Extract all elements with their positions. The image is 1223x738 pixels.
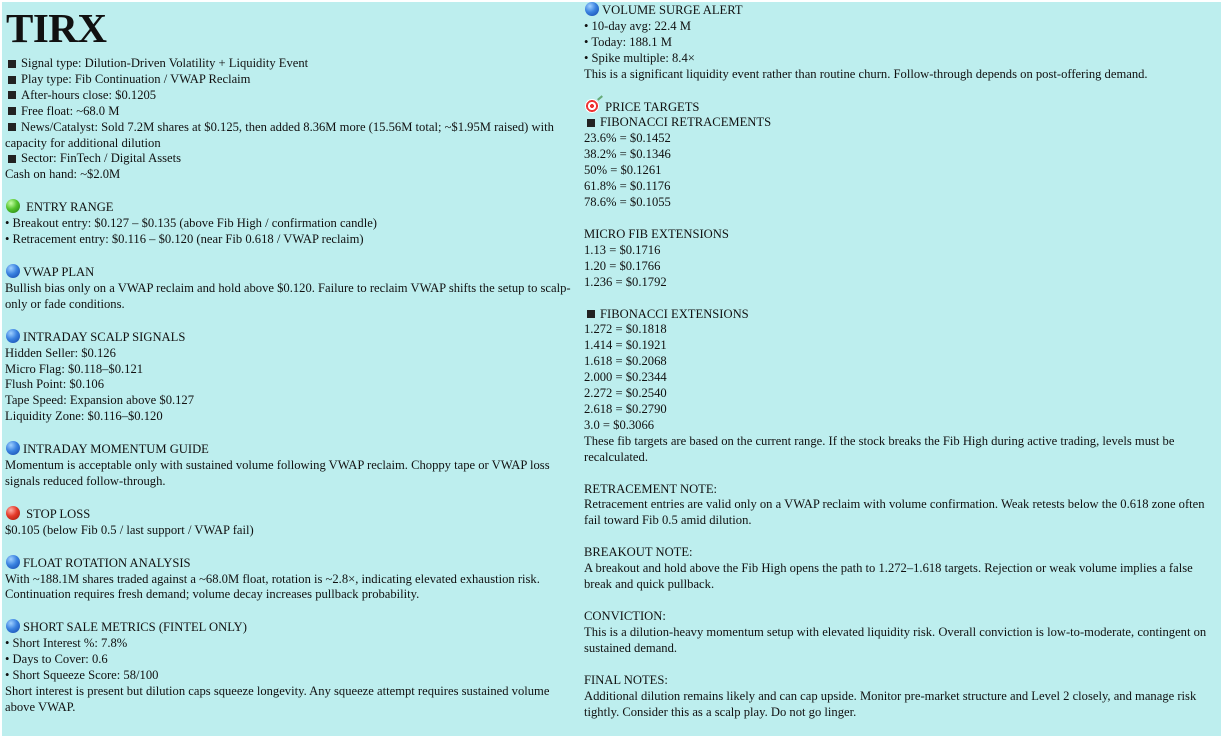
note-title: BREAKOUT NOTE: <box>584 545 693 560</box>
blue-circle-icon <box>6 329 20 343</box>
note-title: FINAL NOTES: <box>584 672 668 687</box>
fib-level: 1.618 = $0.2068 <box>584 354 667 369</box>
fib-level: 78.6% = $0.1055 <box>584 194 671 209</box>
blue-circle-icon <box>585 2 599 16</box>
fib-level: 1.272 = $0.1818 <box>584 322 667 337</box>
short-section <box>5 619 580 715</box>
section-heading: INTRADAY SCALP SIGNALS <box>6 329 580 346</box>
volume-line: • 10-day avg: 22.4 M <box>584 18 691 33</box>
section-text: $0.105 (below Fib 0.5 / last support / VWAP fail) <box>5 522 254 537</box>
section-text: Short interest is present but dilution caps squeeze longevity. Any squeeze attempt requires sustained volume above VWAP. <box>5 684 550 714</box>
section-heading: ENTRY RANGE <box>6 199 580 216</box>
note-text: This is a dilution-heavy momentum setup with elevated liquidity risk. Overall conviction is low-to-moderate, contingent on sustained demand. <box>584 624 1207 655</box>
section-text: Bullish bias only on a VWAP reclaim and hold above $0.120. Failure to reclaim VWAP shifts the setup to scalp-only or fade conditions. <box>5 280 571 311</box>
scalp-line: Tape Speed: Expansion above $0.127 <box>5 393 195 408</box>
note-section <box>584 545 1220 593</box>
note-text: Retracement entries are valid only on a VWAP reclaim with volume confirmation. Weak retests below the 0.618 zone often fail toward Fib 0.5 amid dilution. <box>584 497 1205 528</box>
section-heading: PRICE TARGETS <box>585 99 1220 116</box>
stop-section <box>5 506 580 539</box>
targets-section <box>584 99 1220 466</box>
subheading: MICRO FIB EXTENSIONS <box>584 226 729 241</box>
summary-item: Play type: Fib Continuation / VWAP Reclaim <box>5 72 580 88</box>
right-column <box>584 2 1220 720</box>
blue-circle-icon <box>6 264 20 278</box>
scalp-line: Flush Point: $0.106 <box>5 377 105 392</box>
fib-level: 1.236 = $0.1792 <box>584 274 667 289</box>
section-heading: VOLUME SURGE ALERT <box>585 2 1220 19</box>
ticker-title: TIRX <box>6 5 107 51</box>
note-section <box>584 482 1220 530</box>
section-heading: INTRADAY MOMENTUM GUIDE <box>6 441 580 458</box>
vwap-section <box>5 264 580 313</box>
fib-level: 1.20 = $0.1766 <box>584 258 661 273</box>
section-text: With ~188.1M shares traded against a ~68.0M float, rotation is ~2.8×, indicating elevated exhaustion risk. Continuation requires fresh demand; volume decay increases pullback probability. <box>5 571 540 602</box>
short-line: • Short Squeeze Score: 58/100 <box>5 668 159 683</box>
scalp-section <box>5 329 580 425</box>
section-text: This is a significant liquidity event rather than routine churn. Follow-through depends on post-offering demand. <box>584 66 1148 81</box>
subheading: FIBONACCI EXTENSIONS <box>584 307 1220 323</box>
target-icon <box>585 99 599 113</box>
short-line: • Days to Cover: 0.6 <box>5 652 108 667</box>
volume-section <box>584 2 1220 83</box>
black-square-icon <box>8 60 16 68</box>
section-heading: VWAP PLAN <box>6 264 580 281</box>
fib-level: 3.0 = $0.3066 <box>584 417 655 432</box>
fib-level: 2.000 = $0.2344 <box>584 370 667 385</box>
summary-item: News/Catalyst: Sold 7.2M shares at $0.125, then added 8.36M more (15.56M total; ~$1.95M raised) with capacity for additional dilution <box>5 119 554 150</box>
blue-circle-icon <box>6 555 20 569</box>
note-title: RETRACEMENT NOTE: <box>584 481 718 496</box>
fib-level: 1.414 = $0.1921 <box>584 338 667 353</box>
black-square-icon <box>8 123 16 131</box>
fib-level: 2.272 = $0.2540 <box>584 386 667 401</box>
summary-item: Free float: ~68.0 M <box>5 104 580 120</box>
summary-list <box>5 56 580 183</box>
entry-line: • Breakout entry: $0.127 – $0.135 (above Fib High / confirmation candle) <box>5 216 377 231</box>
scalp-line: Liquidity Zone: $0.116–$0.120 <box>5 409 163 424</box>
summary-item: Sector: FinTech / Digital Assets <box>5 151 580 167</box>
black-square-icon <box>8 76 16 84</box>
summary-item: Signal type: Dilution-Driven Volatility + Liquidity Event <box>5 56 580 72</box>
short-line: • Short Interest %: 7.8% <box>5 636 128 651</box>
fib-level: 61.8% = $0.1176 <box>584 179 671 194</box>
section-text: These fib targets are based on the current range. If the stock breaks the Fib High during active trading, levels must be recalculated. <box>584 433 1175 464</box>
black-square-icon <box>8 91 16 99</box>
fib-level: 2.618 = $0.2790 <box>584 401 667 416</box>
section-heading: SHORT SALE METRICS (FINTEL ONLY) <box>6 619 580 636</box>
fib-level: 38.2% = $0.1346 <box>584 147 671 162</box>
black-square-icon <box>587 310 595 318</box>
black-square-icon <box>587 119 595 127</box>
fib-level: 1.13 = $0.1716 <box>584 242 661 257</box>
red-circle-icon <box>6 506 20 520</box>
black-square-icon <box>8 107 16 115</box>
scalp-line: Hidden Seller: $0.126 <box>5 345 116 360</box>
blue-circle-icon <box>6 619 20 633</box>
document-panel <box>2 2 1221 736</box>
note-section <box>584 609 1220 657</box>
entry-line: • Retracement entry: $0.116 – $0.120 (near Fib 0.618 / VWAP reclaim) <box>5 232 364 247</box>
entry-section <box>5 199 580 248</box>
fib-level: 23.6% = $0.1452 <box>584 131 671 146</box>
left-column <box>5 2 580 716</box>
fib-level: 50% = $0.1261 <box>584 163 662 178</box>
note-text: A breakout and hold above the Fib High opens the path to 1.272–1.618 targets. Rejection or weak volume implies a false break and quick pullback. <box>584 561 1193 592</box>
volume-line: • Today: 188.1 M <box>584 34 672 49</box>
section-text: Momentum is acceptable only with sustained volume following VWAP reclaim. Choppy tape or VWAP loss signals reduced follow-through. <box>5 458 550 488</box>
float-section <box>5 555 580 604</box>
scalp-line: Micro Flag: $0.118–$0.121 <box>5 361 144 376</box>
green-circle-icon <box>6 199 20 213</box>
black-square-icon <box>8 155 16 163</box>
summary-item: After-hours close: $0.1205 <box>5 88 580 104</box>
note-section <box>584 673 1220 721</box>
section-heading: STOP LOSS <box>6 506 580 523</box>
note-text: Additional dilution remains likely and can cap upside. Monitor pre-market structure and Level 2 closely, and manage risk tightly. Consider this as a scalp play. Do not go linger. <box>584 688 1197 719</box>
subheading: FIBONACCI RETRACEMENTS <box>584 115 1220 131</box>
blue-circle-icon <box>6 441 20 455</box>
section-heading: FLOAT ROTATION ANALYSIS <box>6 555 580 572</box>
summary-item: Cash on hand: ~$2.0M <box>5 167 121 182</box>
momentum-section <box>5 441 580 490</box>
volume-line: • Spike multiple: 8.4× <box>584 50 695 65</box>
note-title: CONVICTION: <box>584 609 666 623</box>
